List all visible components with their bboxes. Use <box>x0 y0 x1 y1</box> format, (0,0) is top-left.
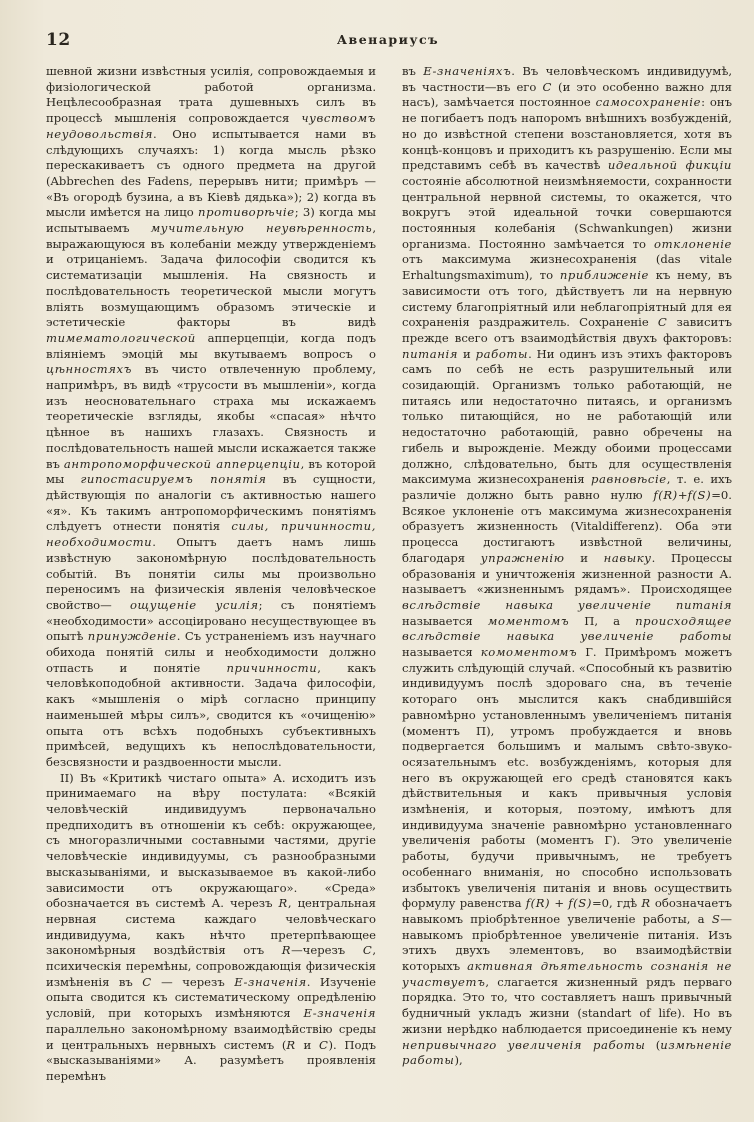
page-header <box>46 30 730 52</box>
paragraph: II) Въ «Критикѣ чистаго опыта» А. исходитъ изъ принимаемаго на вѣру постулата: «Всякій человѣческій индивидуумъ первоначально предпиходитъ въ отношеніи къ себѣ: окружающее, съ многоразличными составными частями, другіе человѣческіе индивидуумы, съ разнообразными высказываніями, и высказываемое въ какой-либо зависимости отъ окружающаго». «Среда» обозначается въ системѣ А. черезъ R, центральная нервная система каждаго человѣческаго индивидуума, какъ нѣчто претерпѣвающее закономѣрныя воздѣйствія отъ R—черезъ C, психическія перемѣны, сопровождающія физическія измѣненія въ C — черезъ E-значенія. Изученіе опыта сводится къ систематическому опредѣленію условій, при которыхъ измѣняются E-значенія параллельно закономѣрному взаимодѣйствію среды и центральныхъ нервныхъ системъ (R и C). Подъ «высказываніями» А. разумѣетъ проявленія перемѣнъ <box>46 770 376 1083</box>
emphasis-text: вслѣдствіе навыка увеличеніе питанія <box>402 597 732 612</box>
emphasis-text: происходящее вслѣдствіе навыка увеличеніе работы <box>402 613 732 644</box>
emphasis-text: R <box>281 943 292 958</box>
emphasis-text: ощущеніе усилія <box>129 597 259 612</box>
emphasis-text: непривычнаго увеличенія работы <box>402 1037 646 1052</box>
emphasis-text: f(R) <box>525 896 551 911</box>
emphasis-text: отклоненіе <box>654 236 732 251</box>
emphasis-text: C <box>142 974 152 989</box>
emphasis-text: C <box>542 79 552 94</box>
page-number: 12 <box>46 30 71 50</box>
emphasis-text: f(S) <box>687 487 712 502</box>
paragraph: въ E-значеніяхъ. Въ человѣческомъ индивидуумѣ, въ частности—въ его C (и это особенно важно для насъ), замѣчается постоянное самосохраненіе: онъ не погибаетъ подъ напоромъ внѣшнихъ возбужденій, но до извѣстной степени возстановляется, хотя въ концѣ-концовъ и приходитъ къ разрушенію. Если мы представимъ себѣ въ качествѣ идеальной фикціи состояніе абсолютной неизмѣняемости, сохранности центральной нервной системы, то окажется, что вокругъ этой идеальной точки совершаются постоянныя колебанія (Schwankungen) жизни организма. Постоянно замѣчается то отклоненіе отъ максимума жизнесохраненія (das vitale Erhaltungsmaximum), то приближеніе къ нему, въ зависимости отъ того, дѣйствуетъ ли на нервную систему благопріятный или неблагопріятный для ея сохраненія раздражитель. Сохраненіе C зависитъ прежде всего отъ взаимодѣйствія двухъ факторовъ: питанія и работы. Ни одинъ изъ этихъ факторовъ самъ по себѣ не есть разрушительный или созидающій. Организмъ только работающій, не питаясь или недостаточно питаясь, и организмъ только питающійся, но не работающій или недостаточно работающій, равно обречены на гибель и вырожденіе. Между обоими процессами должно, слѣдовательно, быть для осуществленія максимума жизнесохраненія равновѣсіе, т. е. ихъ различіе должно быть равно нулю f(R)+f(S)=0. Всякое уклоненіе отъ максимума жизнесохраненія образуетъ жизненность (Vitaldifferenz). Оба эти процесса достигаютъ извѣстной величины, благодаря упражненію и навыку. Процессы образованія и уничтоженія жизненной разности А. называетъ «жизненнымъ рядамъ». Происходящее вслѣдствіе навыка увеличеніе питанія называется моментомъ П, а происходящее вслѣдствіе навыка увеличеніе работы называется комоментомъ Г. Примѣромъ можетъ служить слѣдующій случай. «Способный къ развитію индивидуумъ послѣ здороваго сна, въ теченіе котораго онъ мыслится какъ снабдившійся равномѣрно установленнымъ увеличеніемъ питанія (моментъ П), утромъ пробуждается и вновь подвергается большимъ и малымъ свѣто-звуко-осязательнымъ etc. возбужденіямъ, которыя для него въ окружающей его средѣ становятся какъ дѣйствительныя и какъ привычныя условія измѣненія, и которыя, поэтому, имѣютъ для индивидуума значеніе равномѣрно установленнаго увеличенія работы (моментъ Г). Это увеличеніе работы, будучи привычнымъ, не требуетъ особеннаго вниманія, но способно использовать избытокъ увеличенія питанія и вновь осуществить формулу равенства f(R) + f(S)=0, гдѣ R обозначаетъ навыкомъ пріобрѣтенное увеличеніе работы, а S—навыкомъ пріобрѣтенное увеличеніе питанія. Изъ этихъ двухъ элементовъ, во взаимодѣйствіи которыхъ активная дѣятельность сознанія не участвуетъ, слагается жизненный рядъ перваго порядка. Это то, что составляетъ нашъ привычный будничный укладъ жизни (standart of life). Но въ жизни нерѣдко наблюдается присоединеніе къ нему непривычнаго увеличенія работы (измѣненіе работы), <box>402 64 732 1068</box>
emphasis-text: моментомъ <box>487 613 570 628</box>
emphasis-text: самосохраненіе <box>595 95 702 110</box>
emphasis-text: питанія <box>402 346 459 361</box>
emphasis-text: активная дѣятельность сознанія не участвуетъ <box>402 959 732 989</box>
emphasis-text: причинности <box>226 660 318 675</box>
emphasis-text: C <box>318 1037 329 1052</box>
emphasis-text: навыку <box>603 550 652 565</box>
emphasis-text: E-значеніяхъ <box>423 64 512 78</box>
right-column <box>402 64 732 1104</box>
emphasis-text: тимематологической <box>46 330 196 345</box>
paragraph: шевной жизни извѣстныя усилія, сопровождаемыя и физіологической работой организма. Нецѣлесообразная трата душевныхъ силъ въ процессѣ мышленія сопровождается чувствомъ неудовольствія. Оно испытывается нами въ слѣдующихъ случаяхъ: 1) когда мысль рѣзко перескакиваетъ съ одного предмета на другой (Abbrechen des Fadens, перерывъ нити; примѣръ — «Въ огородѣ бузина, а въ Кіевѣ дядька»); 2) когда въ мысли имѣется на лицо противорѣчіе; 3) когда мы испытываемъ мучительную неувѣренность, выражающуюся въ колебаніи между утвержденіемъ и отрицаніемъ. Задача философіи сводится къ систематизаціи мышленія. На связность и послѣдовательность теоретической мысли могутъ вліять возмущающимъ образомъ этическіе и эстетическіе факторы въ видѣ тимематологической апперцепціи, когда подъ вліяніемъ эмоцій мы вкутываемъ вопросъ о цѣнностяхъ въ чисто отвлеченную проблему, напримѣръ, въ видѣ «трусости въ мышленіи», когда изъ неосновательнаго страха мы искажаемъ теоретическіе взгляды, якобы «спасая» нѣчто цѣнное въ нашихъ глазахъ. Связность и послѣдовательность нашей мысли искажается также въ антропоморфической апперцепціи, въ которой мы гипостасируемъ понятія въ сущности, дѣйствующія по аналогіи съ активностью нашего «я». Къ такимъ антропоморфическимъ понятіямъ слѣдуетъ отнести понятія силы, причинности, необходимости. Опытъ даетъ намъ лишь извѣстную закономѣрную послѣдовательность событій. Въ понятіи силы мы произвольно переносимъ на физическія явленія человѣческое свойство— ощущеніе усилія; съ понятіемъ «необходимости» ассоціировано несуществующее въ опытѣ принужденіе. Съ устраненіемъ изъ научнаго обихода понятій силы и необходимости должно отпасть и понятіе причинности, какъ человѣкоподобной активности. Задача философіи, какъ «мышленія о мірѣ согласно принципу наименьшей мѣры силъ», сводится къ «очищенію» опыта отъ всѣхъ подобныхъ субъективныхъ примѣсей, ведущихъ къ непослѣдовательности, безсвязности и раздвоенности мысли. <box>46 64 376 769</box>
emphasis-text: чувствомъ неудовольствія <box>46 111 376 141</box>
emphasis-text: работы <box>475 346 529 361</box>
emphasis-text: S <box>711 911 721 926</box>
emphasis-text: f(R) <box>653 487 678 502</box>
emphasis-text: принужденіе <box>87 629 177 644</box>
emphasis-text: R <box>278 896 288 911</box>
emphasis-text: цѣнностяхъ <box>46 362 133 377</box>
emphasis-text: измѣненіе работы <box>402 1037 732 1068</box>
emphasis-text: силы, причинности, необходимости <box>46 519 376 550</box>
emphasis-text: E-значенія <box>303 1006 376 1021</box>
emphasis-text: мучительную неувѣренность <box>150 221 373 236</box>
emphasis-text: E-значенія <box>234 974 307 989</box>
emphasis-text: C <box>362 943 373 958</box>
emphasis-text: антропоморфической апперцепціи <box>63 456 301 471</box>
running-title: Авенариусъ <box>336 32 440 47</box>
emphasis-text: равновѣсіе <box>591 472 667 487</box>
emphasis-text: C <box>657 315 668 330</box>
emphasis-text: гипостасируемъ понятія <box>80 472 267 487</box>
emphasis-text: противорѣчіе <box>198 205 295 220</box>
emphasis-text: упражненію <box>480 550 565 565</box>
emphasis-text: R <box>641 896 651 911</box>
emphasis-text: комоментомъ <box>480 645 578 660</box>
emphasis-text: R <box>286 1037 296 1052</box>
emphasis-text: f(S) <box>568 896 592 911</box>
emphasis-text: приближеніе <box>559 268 649 283</box>
text-columns <box>46 64 732 1104</box>
left-column <box>46 64 376 1104</box>
emphasis-text: идеальной фикціи <box>607 158 732 173</box>
